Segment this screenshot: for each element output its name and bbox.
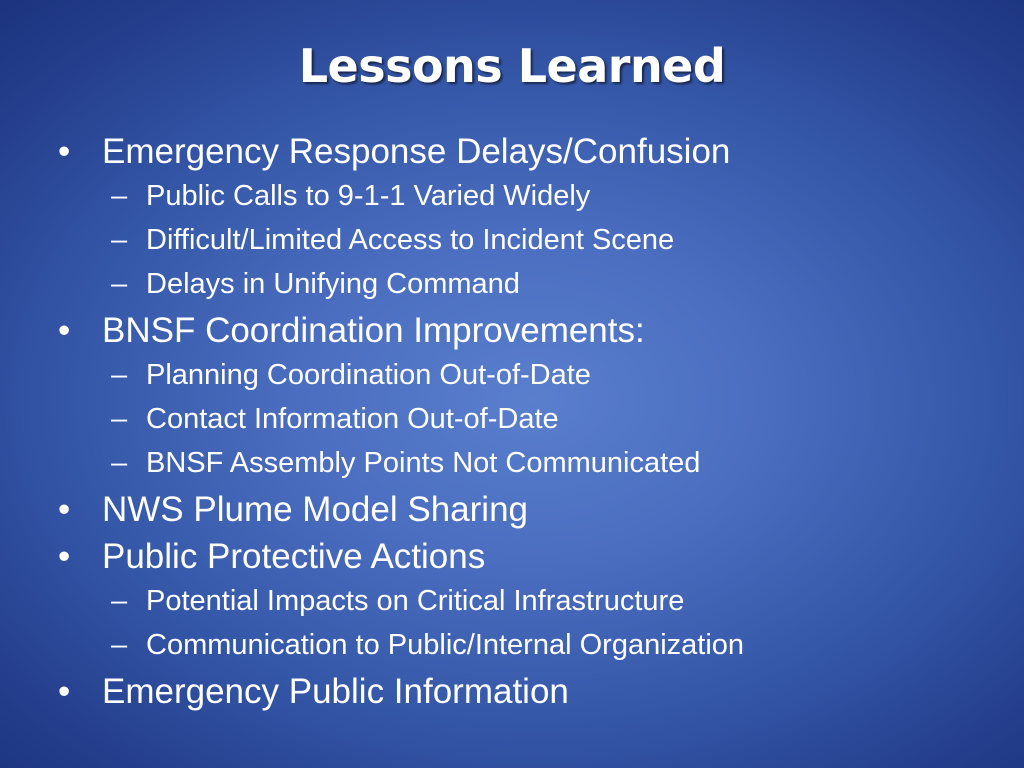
sub-bullet-text: Public Calls to 9-1-1 Varied Widely xyxy=(146,180,591,212)
bullet-text: BNSF Coordination Improvements: xyxy=(102,311,645,350)
sub-bullet-item xyxy=(56,621,1006,665)
dash-icon: – xyxy=(111,447,128,479)
bullet-dot-icon: • xyxy=(58,490,71,529)
sub-bullet-text: Communication to Public/Internal Organization xyxy=(146,629,745,661)
sub-bullet-item xyxy=(56,395,1006,439)
slide-title: Lessons Learned xyxy=(298,39,726,93)
bullet-dot-icon: • xyxy=(58,672,71,711)
bullet-item xyxy=(56,305,1006,351)
bullet-dot-icon: • xyxy=(58,132,71,171)
bullet-item xyxy=(56,666,1006,712)
sub-bullet-text: Planning Coordination Out-of-Date xyxy=(146,359,591,391)
bullet-dot-icon: • xyxy=(58,537,71,576)
bullet-text: Emergency Public Information xyxy=(102,672,569,711)
sub-bullet-item xyxy=(56,260,1006,304)
bullet-list xyxy=(56,126,1006,712)
bullet-item xyxy=(56,484,1006,530)
sub-bullet-item xyxy=(56,577,1006,621)
sub-bullet-item xyxy=(56,439,1006,483)
dash-icon: – xyxy=(111,359,128,391)
sub-bullet-text: Potential Impacts on Critical Infrastructure xyxy=(146,585,685,617)
bullet-text: Public Protective Actions xyxy=(102,537,486,576)
dash-icon: – xyxy=(111,268,128,300)
sub-bullet-item xyxy=(56,216,1006,260)
bullet-text: Emergency Response Delays/Confusion xyxy=(102,132,731,171)
bullet-text: NWS Plume Model Sharing xyxy=(102,490,528,529)
sub-bullet-text: Delays in Unifying Command xyxy=(146,268,520,300)
dash-icon: – xyxy=(111,629,128,661)
dash-icon: – xyxy=(111,180,128,212)
bullet-item xyxy=(56,531,1006,577)
bullet-dot-icon: • xyxy=(58,311,71,350)
bullet-item xyxy=(56,126,1006,172)
dash-icon: – xyxy=(111,224,128,256)
dash-icon: – xyxy=(111,585,128,617)
sub-bullet-item xyxy=(56,172,1006,216)
sub-bullet-text: Difficult/Limited Access to Incident Scene xyxy=(146,224,675,256)
sub-bullet-text: BNSF Assembly Points Not Communicated xyxy=(146,447,701,479)
sub-bullet-item xyxy=(56,351,1006,395)
dash-icon: – xyxy=(111,403,128,435)
sub-bullet-text: Contact Information Out-of-Date xyxy=(146,403,559,435)
